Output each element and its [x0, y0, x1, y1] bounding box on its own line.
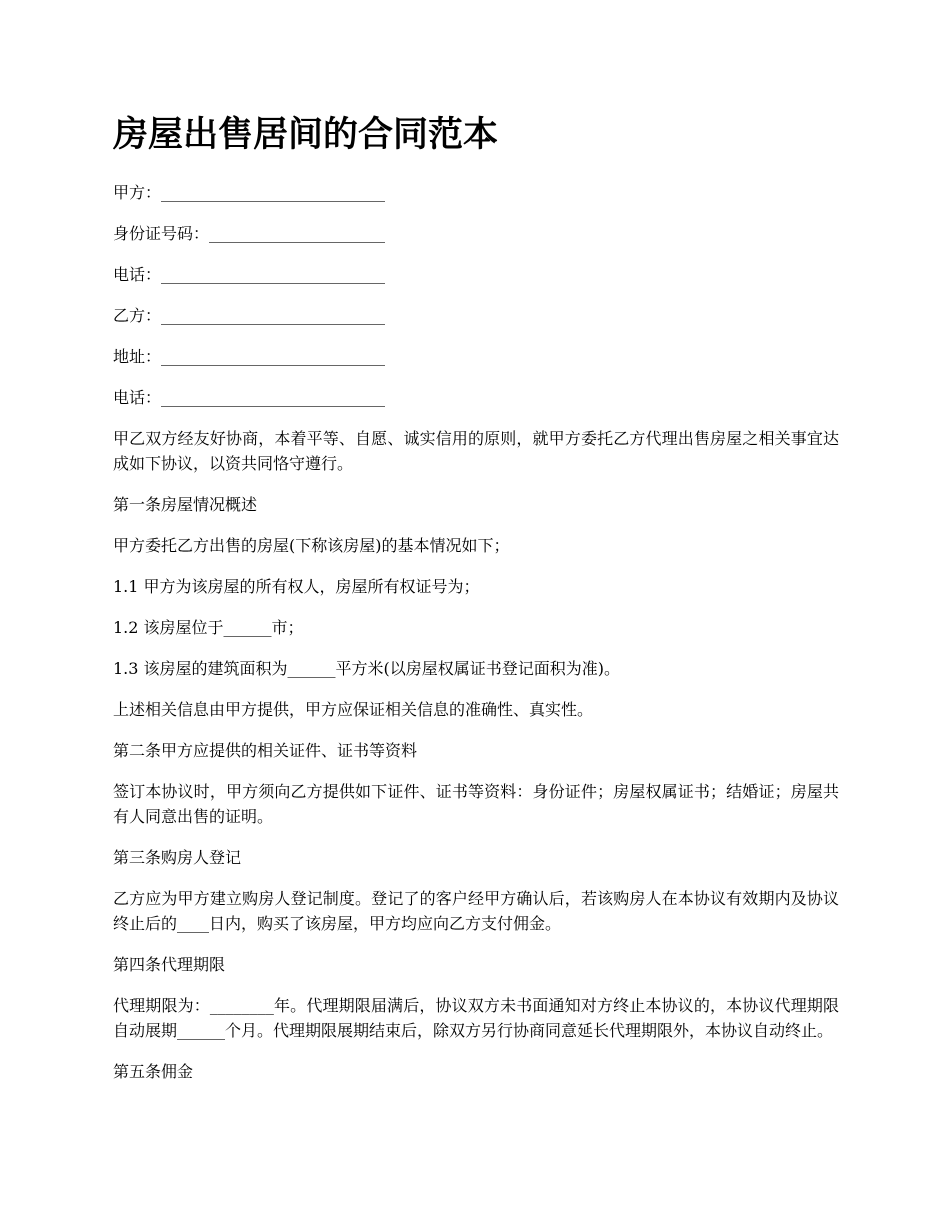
clause-1-3: 1.3 该房屋的建筑面积为______平方米(以房屋权属证书登记面积为准)。	[113, 659, 621, 678]
party-a-label: 甲方：	[113, 183, 162, 202]
section-2-body: 签订本协议时，甲方须向乙方提供如下证件、证书等资料：身份证件；房屋权属证书；结婚证；房屋共有人同意出售的证明。	[113, 782, 839, 826]
party-b-phone-label: 电话：	[113, 388, 162, 407]
section-4-body: 代理期限为：________年。代理期限届满后，协议双方未书面通知对方终止本协议的，本协议代理期限自动展期______个月。代理期限展期结束后，除双方另行协商同意延长代理期限外，本协议自动终止。	[113, 996, 839, 1040]
clause-1-1: 1.1 甲方为该房屋的所有权人，房屋所有权证号为；	[113, 577, 480, 596]
section-3-body: 乙方应为甲方建立购房人登记制度。登记了的客户经甲方确认后，若该购房人在本协议有效期内及协议终止后的____日内，购买了该房屋，甲方均应向乙方支付佣金。	[113, 889, 839, 933]
section-1-intro: 甲方委托乙方出售的房屋(下称该房屋)的基本情况如下；	[113, 536, 510, 555]
section-4-heading: 第四条代理期限	[113, 955, 226, 974]
address-blank: ____________________________	[161, 347, 386, 366]
party-b-phone-blank: ____________________________	[161, 388, 386, 407]
party-b-blank: ____________________________	[161, 306, 386, 325]
party-a-blank: ____________________________	[161, 183, 386, 202]
party-a-field	[113, 180, 839, 205]
clause-1-2: 1.2 该房屋位于______市；	[113, 618, 304, 637]
party-b-phone-field	[113, 385, 839, 410]
section-2-heading: 第二条甲方应提供的相关证件、证书等资料	[113, 741, 418, 760]
document-body	[113, 180, 839, 1100]
section-1-note: 上述相关信息由甲方提供，甲方应保证相关信息的准确性、真实性。	[113, 700, 594, 719]
section-5-heading: 第五条佣金	[113, 1062, 194, 1081]
id-number-blank: ______________________	[209, 224, 386, 243]
document-title: 房屋出售居间的合同范本	[113, 115, 499, 155]
preamble-paragraph: 甲乙双方经友好协商，本着平等、自愿、诚实信用的原则，就甲方委托乙方代理出售房屋之相关事宜达成如下协议，以资共同恪守遵行。	[113, 429, 839, 473]
party-a-phone-field	[113, 262, 839, 287]
section-1-heading: 第一条房屋情况概述	[113, 495, 258, 514]
party-b-field	[113, 303, 839, 328]
section-3-heading: 第三条购房人登记	[113, 848, 242, 867]
id-number-field	[113, 221, 839, 246]
address-label: 地址：	[113, 347, 162, 366]
party-a-phone-label: 电话：	[113, 265, 162, 284]
party-b-label: 乙方：	[113, 306, 162, 325]
party-a-phone-blank: ____________________________	[161, 265, 386, 284]
id-number-label: 身份证号码：	[113, 224, 210, 243]
address-field	[113, 344, 839, 369]
